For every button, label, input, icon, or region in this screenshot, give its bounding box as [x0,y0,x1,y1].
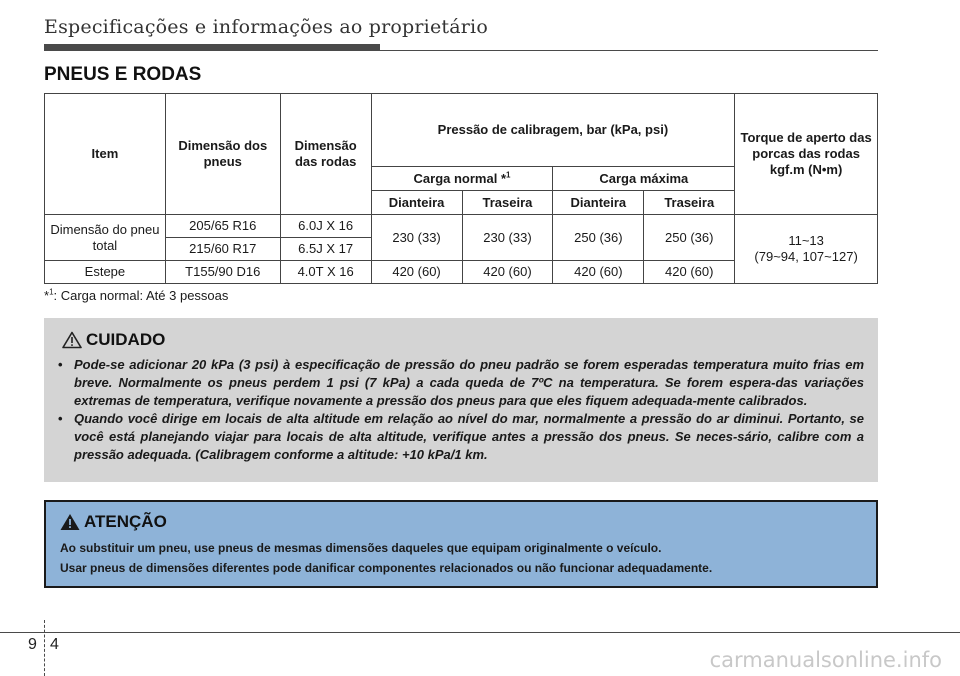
cell-pressure-normal-rear: 420 (60) [462,261,553,284]
watermark: carmanualsonline.info [709,648,942,672]
cell-pressure-max-front: 420 (60) [553,261,644,284]
footnote-text: : Carga normal: Até 3 pessoas [53,288,229,303]
notice-line: Usar pneus de dimensões diferentes pode danificar componentes relacionados ou não funcionar adequadamente. [60,561,713,575]
cell-pressure-normal-front: 420 (60) [371,261,462,284]
page-number: 4 [50,636,59,653]
notice-line: Ao substituir um pneu, use pneus de mesmas dimensões daqueles que equipam originalmente o veículo. [60,541,662,555]
header-item: Item [45,94,166,215]
cell-pressure-max-rear: 250 (36) [644,215,735,261]
chapter-number: 9 [28,636,37,653]
caution-box [44,318,878,482]
torque-value-nm: (79~94, 107~127) [754,249,858,264]
header-max-load: Carga máxima [553,167,735,191]
cell-pressure-normal-rear: 230 (33) [462,215,553,261]
header-normal-load-label: Carga normal * [413,170,507,186]
header-normal-rear: Traseira [462,191,553,215]
footnote-marker: * [44,288,50,303]
cell-tire-size: 215/60 R17 [165,238,280,261]
row-label-full-size: Dimensão do pneu total [45,215,166,261]
header-bar [44,44,380,51]
cell-pressure-max-rear: 420 (60) [644,261,735,284]
row-label-spare: Estepe [45,261,166,284]
table-footnote [44,288,228,303]
cell-torque [735,215,878,284]
caution-heading [62,330,864,350]
bullet-icon: • [58,357,63,372]
list-item [58,356,864,410]
bullet-icon: • [58,411,63,426]
footer-rule [0,632,960,633]
cell-tire-size: T155/90 D16 [165,261,280,284]
warning-filled-icon [60,513,80,531]
notice-box [44,500,878,588]
cell-tire-size: 205/65 R16 [165,215,280,238]
cell-wheel-size: 4.0T X 16 [280,261,371,284]
footer-separator [44,620,45,676]
warning-outline-icon [62,331,82,349]
notice-heading [60,512,862,532]
cell-wheel-size: 6.0J X 16 [280,215,371,238]
header-torque: Torque de aperto das porcas das rodas kgf.m (N•m) [735,94,878,215]
header-wheel-size: Dimensão das rodas [280,94,371,215]
notice-title: ATENÇÃO [84,512,167,531]
caution-list [58,356,864,464]
footnote-superscript: 1 [506,170,511,180]
footnote-superscript: 1 [49,287,54,297]
torque-value-kgfm: 11~13 [788,233,824,248]
header-pressure: Pressão de calibragem, bar (kPa, psi) [371,94,735,167]
cell-pressure-max-front: 250 (36) [553,215,644,261]
table-header-row [45,94,878,167]
header-max-front: Dianteira [553,191,644,215]
header-normal-front: Dianteira [371,191,462,215]
table-row [45,215,878,238]
tire-wheel-specs-table [44,93,878,284]
caution-title: CUIDADO [86,330,166,349]
caution-text: Pode-se adicionar 20 kPa (3 psi) à especificação de pressão do pneu padrão se forem esperadas temperatura muito frias em breve. Normalmente os pneus perdem 1 psi (7 kPa) a cada queda de 7ºC na temperatura. Se forem espera-das variações extremas de temperatura, verifique novamente a pressão dos pneus para que eles fiquem adequada-mente calibrados. [74,357,864,408]
list-item [58,410,864,464]
header-normal-load [371,167,553,191]
cell-wheel-size: 6.5J X 17 [280,238,371,261]
cell-pressure-normal-front: 230 (33) [371,215,462,261]
running-header-title: Especificações e informações ao proprietário [44,16,488,38]
header-rule [380,50,878,51]
section-title: PNEUS E RODAS [44,64,202,85]
header-tire-size: Dimensão dos pneus [165,94,280,215]
header-max-rear: Traseira [644,191,735,215]
caution-text: Quando você dirige em locais de alta altitude em relação ao nível do mar, normalmente a pressão do ar diminui. Portanto, se você está planejando viajar para locais de alta altitude, verifique antes a pressão dos pneus. Se neces-sário, calibre com a pressão adequada. (Calibragem conforme a altitude: +10 kPa/1 km. [74,411,864,462]
